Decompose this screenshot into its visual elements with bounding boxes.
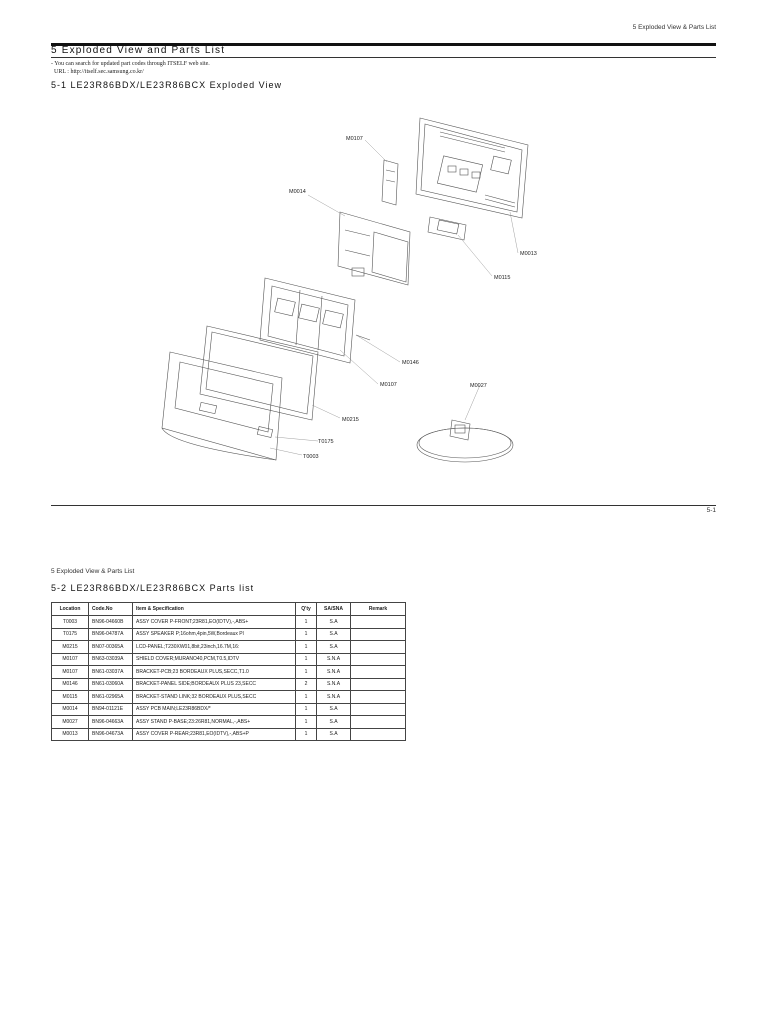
parts-list-title: 5-2 LE23R86BDX/LE23R86BCX Parts list [51,583,255,593]
cell-qty: 1 [296,703,317,716]
cell-location: M0027 [52,716,89,729]
stand-part [417,420,513,462]
cell-code: BN07-00365A [89,641,133,654]
cell-location: T0175 [52,628,89,641]
table-row [52,641,406,654]
cell-location: M0146 [52,678,89,691]
cell-spec: ASSY SPEAKER P;16ohm,4pin,5W,Bordeaux Pl [133,628,296,641]
cell-remark [351,716,406,729]
cell-remark [351,628,406,641]
callout-m0027: M0027 [470,383,487,389]
cell-code: BN61-02965A [89,691,133,704]
col-sa-sna: SA/SNA [317,603,351,616]
cell-location: M0115 [52,691,89,704]
rear-cover-part [416,118,528,218]
cell-sa-sna: S.A [317,616,351,629]
cell-remark [351,691,406,704]
exploded-view-title: 5-1 LE23R86BDX/LE23R86BCX Exploded View [51,80,282,90]
cell-qty: 1 [296,691,317,704]
cell-sa-sna: S.A [317,703,351,716]
cell-remark [351,703,406,716]
note-line: - You can search for updated part codes through ITSELF web site. [51,61,210,67]
cell-spec: ASSY STAND P-BASE;23:26R81,NORMAL,-,ABS+ [133,716,296,729]
cell-location: M0013 [52,728,89,741]
cell-sa-sna: S.N.A [317,653,351,666]
shield-board-part [382,160,398,205]
cell-qty: 1 [296,666,317,679]
cell-qty: 1 [296,641,317,654]
callout-m0013: M0013 [520,251,537,257]
cell-location: M0014 [52,703,89,716]
cell-sa-sna: S.N.A [317,691,351,704]
col-spec: Item & Specification [133,603,296,616]
cell-remark [351,728,406,741]
cell-location: T0003 [52,616,89,629]
table-row [52,678,406,691]
cell-spec: SHIELD COVER;MURANO40,PCM,T0.5,IDTV [133,653,296,666]
callout-m0215: M0215 [342,417,359,423]
cell-qty: 1 [296,728,317,741]
cell-remark [351,666,406,679]
col-location: Location [52,603,89,616]
cell-code: BN61-03037A [89,666,133,679]
cell-qty: 2 [296,678,317,691]
cell-location: M0107 [52,666,89,679]
cell-code: BN63-03039A [89,653,133,666]
panel-bracket-frame-part [260,278,370,363]
col-qty: Q'ty [296,603,317,616]
col-remark: Remark [351,603,406,616]
cell-spec: BRACKET-STAND LINK;32 BORDEAUX PLUS,SECC [133,691,296,704]
parts-table-header [52,603,406,616]
cell-remark [351,616,406,629]
cell-location: M0215 [52,641,89,654]
callout-t0003: T0003 [303,454,319,460]
cell-spec: LCD-PANEL;T230XW01,8bit,23inch,16.7M,16: [133,641,296,654]
parts-table [51,602,406,741]
callout-m0014: M0014 [289,189,306,195]
running-header: 5 Exploded View & Parts List [632,24,716,31]
cell-sa-sna: S.N.A [317,678,351,691]
front-cover-part [162,352,282,460]
page-bottom-rule [51,505,716,506]
search-note [51,61,210,76]
table-row [52,616,406,629]
cell-qty: 1 [296,716,317,729]
main-pcb-part [338,212,410,285]
callout-m0107-bracket: M0107 [380,382,397,388]
exploded-view-diagram [150,100,570,480]
cell-spec: BRACKET-PANEL SIDE;BORDEAUX PLUS 23,SECC [133,678,296,691]
cell-qty: 1 [296,628,317,641]
cell-remark [351,641,406,654]
cell-spec: BRACKET-PCB;23 BORDEAUX PLUS,SECC,T1.0 [133,666,296,679]
table-row [52,666,406,679]
cell-sa-sna: S.A [317,628,351,641]
page-number: 5-1 [706,507,716,514]
table-row [52,728,406,741]
cell-location: M0107 [52,653,89,666]
lcd-panel-part [200,326,318,420]
stand-link-bracket-part [428,217,466,240]
cell-spec: ASSY COVER P-FRONT;23R81,EO(IDTV),-,ABS+ [133,616,296,629]
cell-sa-sna: S.N.A [317,666,351,679]
cell-code: BN61-03060A [89,678,133,691]
cell-code: BN96-04660B [89,616,133,629]
table-row [52,628,406,641]
cell-qty: 1 [296,616,317,629]
cell-code: BN94-01121E [89,703,133,716]
cell-code: BN96-04787A [89,628,133,641]
section-title: 5 Exploded View and Parts List [51,45,226,56]
callout-m0146: M0146 [402,360,419,366]
note-url-line: URL : http://itself.sec.samsung.co.kr/ [51,68,144,75]
cell-sa-sna: S.A [317,641,351,654]
table-row [52,703,406,716]
callout-m0115: M0115 [494,275,511,281]
callout-leaders [270,140,518,455]
cell-remark [351,678,406,691]
cell-qty: 1 [296,653,317,666]
parts-running-header: 5 Exploded View & Parts List [51,568,135,575]
table-row [52,716,406,729]
title-underline [51,57,716,58]
cell-code: BN96-04663A [89,716,133,729]
callout-m0107-top: M0107 [346,136,363,142]
cell-spec: ASSY COVER P-REAR;23R81,EO(IDTV),-,ABS+P [133,728,296,741]
cell-spec: ASSY PCB MAIN;LE23R86BDX/* [133,703,296,716]
table-row [52,691,406,704]
col-code: Code.No [89,603,133,616]
cell-code: BN96-04673A [89,728,133,741]
cell-sa-sna: S.A [317,728,351,741]
table-row [52,653,406,666]
callout-t0175: T0175 [318,439,334,445]
cell-remark [351,653,406,666]
cell-sa-sna: S.A [317,716,351,729]
